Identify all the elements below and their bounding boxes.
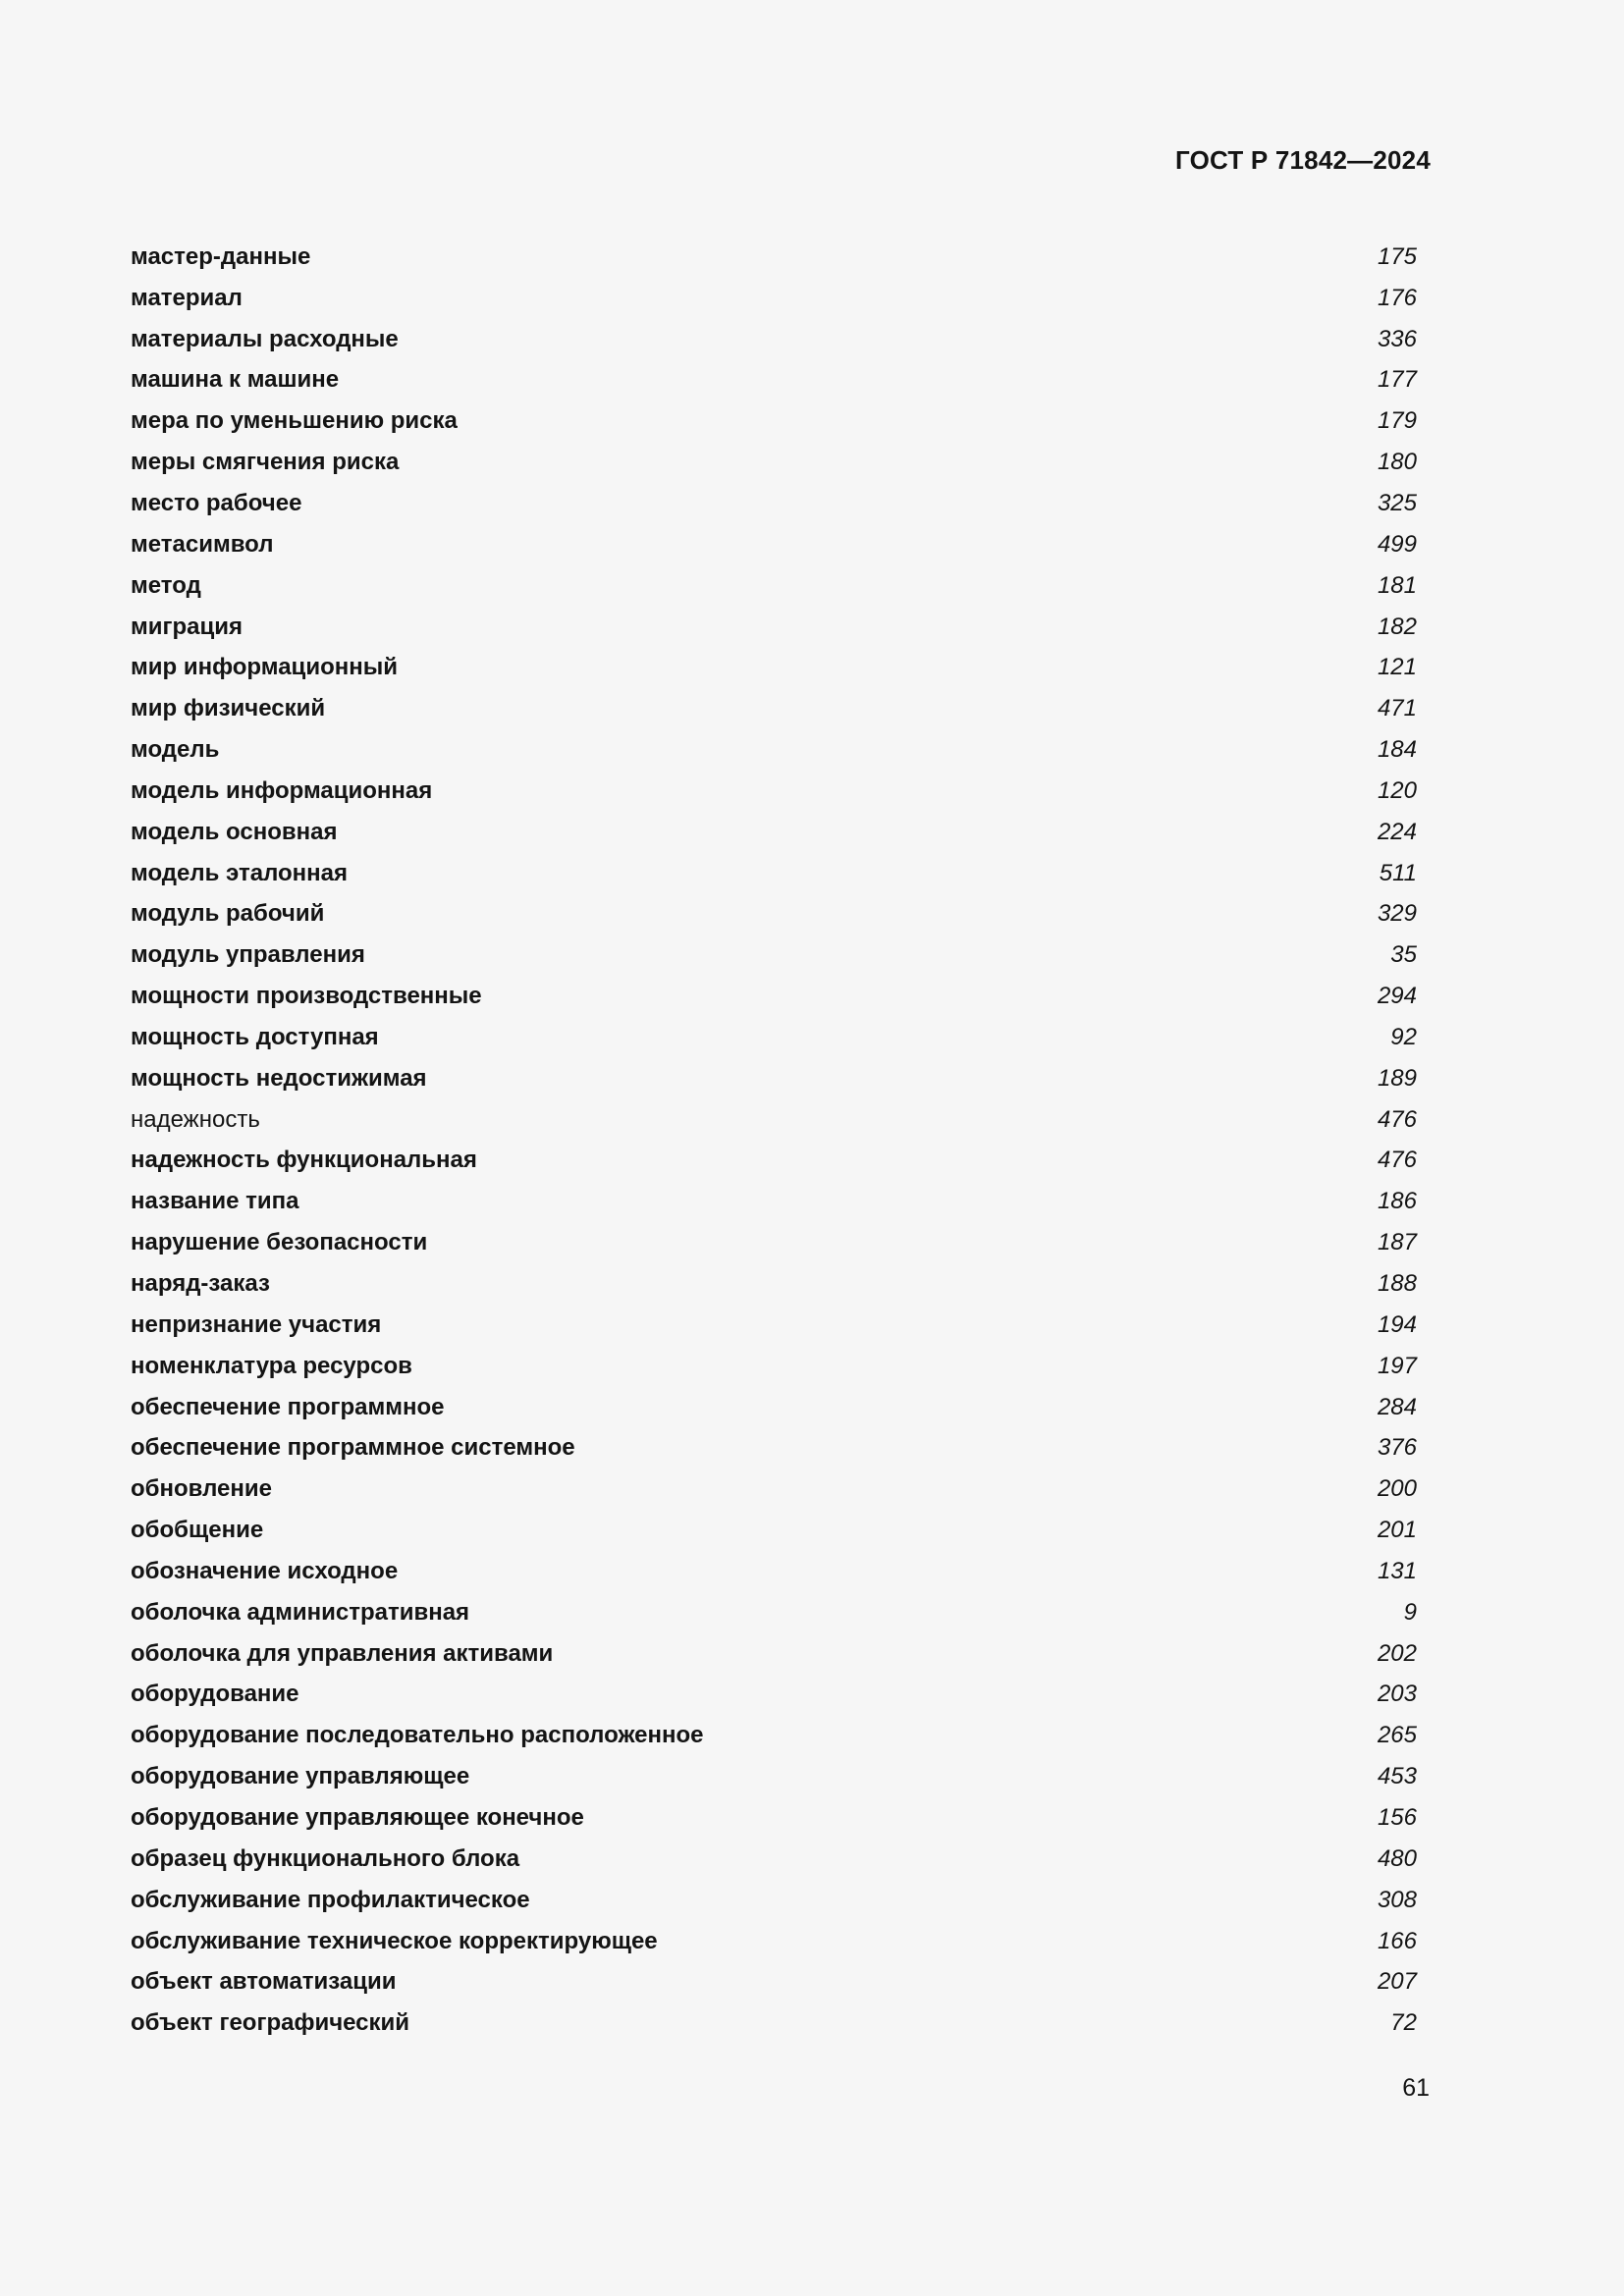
term-reference-number: 188 [1377, 1270, 1417, 1298]
index-term: материалы расходные [131, 325, 399, 352]
index-entry [131, 1675, 1417, 1716]
index-entry [131, 1058, 1417, 1099]
term-reference-number: 175 [1377, 242, 1417, 270]
index-entry [131, 853, 1417, 894]
index-entry [131, 1510, 1417, 1551]
index-entry [131, 1346, 1417, 1387]
term-reference-number: 180 [1377, 449, 1417, 476]
index-term: обеспечение программное системное [131, 1434, 575, 1462]
term-reference-number: 471 [1377, 695, 1417, 722]
term-reference-number: 476 [1377, 1147, 1417, 1174]
index-term: оболочка административная [131, 1598, 470, 1626]
index-entry [131, 1263, 1417, 1305]
term-reference-number: 265 [1377, 1722, 1417, 1749]
term-reference-number: 184 [1377, 736, 1417, 764]
index-term: надежность функциональная [131, 1147, 477, 1174]
index-entry [131, 319, 1417, 360]
term-reference-number: 176 [1377, 284, 1417, 311]
index-entry [131, 1222, 1417, 1263]
index-entry [131, 934, 1417, 976]
index-entry [131, 976, 1417, 1017]
term-reference-number: 224 [1377, 818, 1417, 845]
page-number: 61 [1402, 2074, 1430, 2102]
index-entry [131, 729, 1417, 771]
term-reference-number: 480 [1377, 1844, 1417, 1872]
index-term: модуль управления [131, 941, 365, 969]
index-term: меры смягчения риска [131, 449, 400, 476]
index-entry [131, 1551, 1417, 1592]
term-reference-number: 166 [1377, 1927, 1417, 1954]
index-term: оборудование [131, 1681, 299, 1708]
index-term: миграция [131, 613, 244, 640]
index-entry [131, 1305, 1417, 1346]
index-term: обозначение исходное [131, 1557, 399, 1584]
index-term: модель [131, 736, 220, 764]
index-term: обновление [131, 1475, 272, 1503]
index-entry [131, 1961, 1417, 2002]
index-term: мера по уменьшению риска [131, 407, 458, 435]
document-designation: ГОСТ Р 71842—2024 [1175, 145, 1431, 175]
term-reference-number: 121 [1377, 654, 1417, 681]
index-entry [131, 483, 1417, 524]
index-term: оборудование управляющее [131, 1763, 470, 1790]
term-reference-number: 131 [1377, 1557, 1417, 1584]
index-term: название типа [131, 1188, 299, 1215]
term-reference-number: 182 [1377, 613, 1417, 640]
index-term: место рабочее [131, 489, 302, 516]
index-term: обслуживание профилактическое [131, 1886, 530, 1913]
term-reference-number: 177 [1377, 366, 1417, 394]
alphabetical-index [131, 237, 1417, 2044]
index-entry [131, 565, 1417, 607]
index-term: модель эталонная [131, 859, 349, 886]
index-entry [131, 812, 1417, 853]
index-entry [131, 1797, 1417, 1839]
term-reference-number: 203 [1377, 1681, 1417, 1708]
term-reference-number: 9 [1403, 1598, 1417, 1626]
index-entry [131, 1839, 1417, 1880]
index-term: мощность недостижимая [131, 1064, 427, 1092]
term-reference-number: 453 [1377, 1763, 1417, 1790]
index-entry [131, 1880, 1417, 1921]
term-reference-number: 72 [1390, 2009, 1417, 2037]
index-term: номенклатура ресурсов [131, 1352, 412, 1379]
index-entry [131, 237, 1417, 278]
index-entry [131, 1017, 1417, 1058]
index-term: непризнание участия [131, 1310, 382, 1338]
index-term: надежность [131, 1105, 260, 1133]
term-reference-number: 179 [1377, 407, 1417, 435]
term-reference-number: 511 [1379, 859, 1417, 886]
index-term: модель основная [131, 818, 338, 845]
term-reference-number: 202 [1377, 1639, 1417, 1667]
index-entry [131, 1633, 1417, 1675]
index-term: модуль рабочий [131, 900, 325, 928]
term-reference-number: 499 [1377, 530, 1417, 558]
index-term: наряд-заказ [131, 1270, 270, 1298]
index-term: мощность доступная [131, 1023, 379, 1050]
term-reference-number: 201 [1377, 1517, 1417, 1544]
index-term: обеспечение программное [131, 1393, 445, 1420]
index-term: мощности производственные [131, 983, 482, 1010]
index-term: метасимвол [131, 530, 274, 558]
index-entry [131, 1921, 1417, 1962]
index-entry [131, 524, 1417, 565]
index-entry [131, 1468, 1417, 1510]
index-term: нарушение безопасности [131, 1229, 428, 1256]
term-reference-number: 35 [1390, 941, 1417, 969]
index-term: образец функционального блока [131, 1844, 520, 1872]
term-reference-number: 189 [1377, 1064, 1417, 1092]
index-term: материал [131, 284, 243, 311]
index-entry [131, 771, 1417, 812]
term-reference-number: 187 [1377, 1229, 1417, 1256]
index-term: оборудование управляющее конечное [131, 1803, 584, 1831]
term-reference-number: 376 [1377, 1434, 1417, 1462]
index-entry [131, 607, 1417, 648]
index-entry [131, 1387, 1417, 1428]
index-term: объект автоматизации [131, 1968, 397, 1996]
term-reference-number: 476 [1377, 1105, 1417, 1133]
term-reference-number: 197 [1377, 1352, 1417, 1379]
index-entry [131, 1099, 1417, 1141]
index-term: мастер-данные [131, 242, 311, 270]
index-term: обслуживание техническое корректирующее [131, 1927, 658, 1954]
index-term: мир физический [131, 695, 326, 722]
term-reference-number: 284 [1377, 1393, 1417, 1420]
index-entry [131, 2002, 1417, 2044]
index-entry [131, 442, 1417, 483]
term-reference-number: 120 [1377, 776, 1417, 804]
index-entry [131, 1756, 1417, 1797]
term-reference-number: 294 [1377, 983, 1417, 1010]
index-term: метод [131, 571, 201, 599]
index-term: мир информационный [131, 654, 398, 681]
index-entry [131, 688, 1417, 729]
index-entry [131, 278, 1417, 319]
term-reference-number: 156 [1377, 1803, 1417, 1831]
term-reference-number: 325 [1377, 489, 1417, 516]
term-reference-number: 200 [1377, 1475, 1417, 1503]
term-reference-number: 92 [1390, 1023, 1417, 1050]
term-reference-number: 186 [1377, 1188, 1417, 1215]
index-entry [131, 1141, 1417, 1182]
term-reference-number: 181 [1377, 571, 1417, 599]
index-entry [131, 894, 1417, 935]
index-entry [131, 1592, 1417, 1633]
index-term: обобщение [131, 1517, 264, 1544]
index-entry [131, 360, 1417, 401]
index-term: машина к машине [131, 366, 340, 394]
term-reference-number: 308 [1377, 1886, 1417, 1913]
index-term: объект географический [131, 2009, 410, 2037]
index-entry [131, 1427, 1417, 1468]
term-reference-number: 336 [1377, 325, 1417, 352]
term-reference-number: 194 [1377, 1310, 1417, 1338]
index-term: модель информационная [131, 776, 433, 804]
index-entry [131, 647, 1417, 688]
index-entry [131, 1715, 1417, 1756]
index-entry [131, 400, 1417, 442]
index-entry [131, 1181, 1417, 1222]
index-term: оборудование последовательно расположенное [131, 1722, 704, 1749]
index-term: оболочка для управления активами [131, 1639, 554, 1667]
term-reference-number: 207 [1377, 1968, 1417, 1996]
term-reference-number: 329 [1377, 900, 1417, 928]
